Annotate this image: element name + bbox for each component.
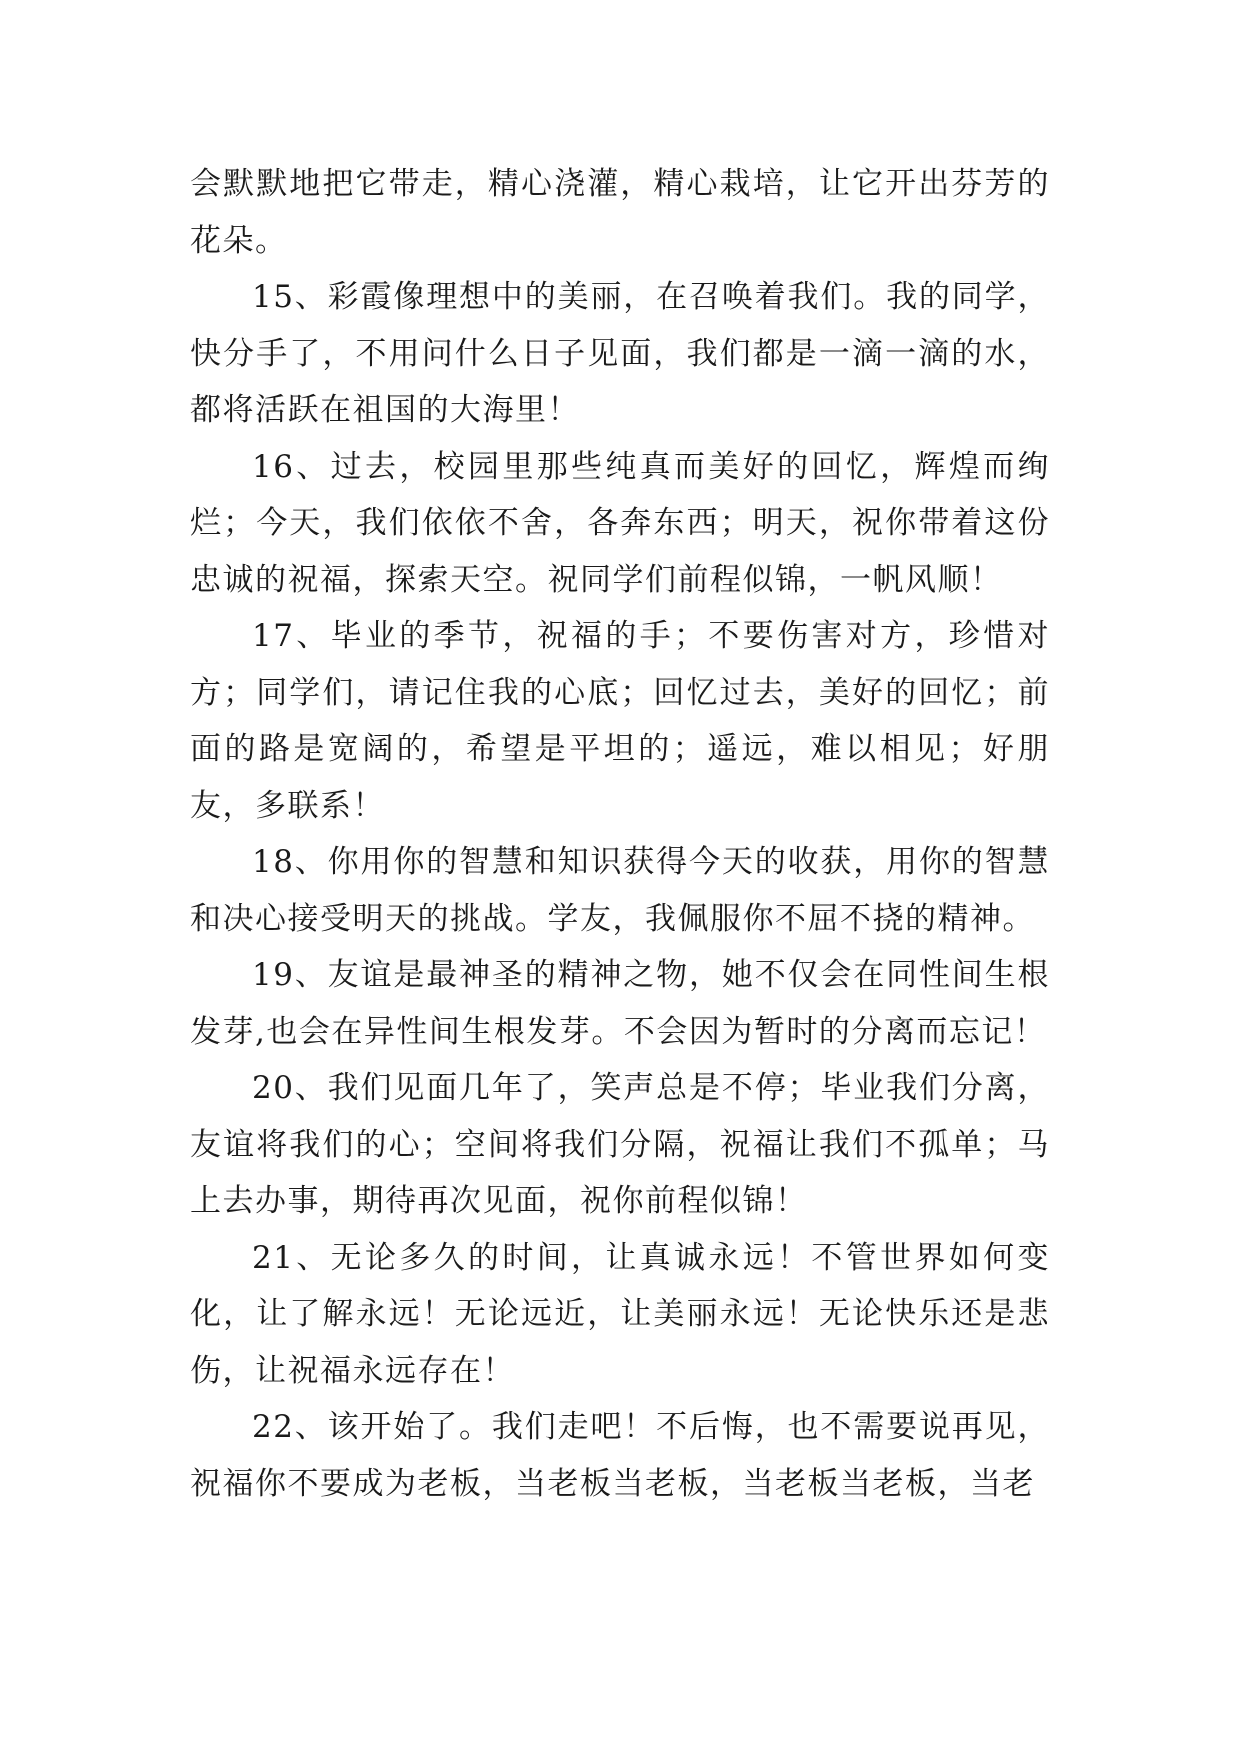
document-body bbox=[190, 156, 1050, 1512]
paragraph-20: 20、我们见面几年了，笑声总是不停；毕业我们分离，友谊将我们的心；空间将我们分隔，祝福让我们不孤单；马上去办事，期待再次见面，祝你前程似锦！ bbox=[190, 1070, 1050, 1219]
paragraph-19: 19、友谊是最神圣的精神之物，她不仅会在同性间生根发芽,也会在异性间生根发芽。不会因为暂时的分离而忘记！ bbox=[190, 957, 1050, 1050]
paragraph-21: 21、无论多久的时间，让真诚永远！不管世界如何变化，让了解永远！无论远近，让美丽永远！无论快乐还是悲伤，让祝福永远存在！ bbox=[190, 1239, 1050, 1389]
paragraph-continuation: 会默默地把它带走，精心浇灌，精心栽培，让它开出芬芳的花朵。 bbox=[190, 166, 1050, 259]
paragraph-16: 16、过去，校园里那些纯真而美好的回忆，辉煌而绚烂；今天，我们依依不舍，各奔东西；明天，祝你带着这份忠诚的祝福，探索天空。祝同学们前程似锦，一帆风顺！ bbox=[190, 448, 1050, 598]
paragraph-17: 17、毕业的季节，祝福的手；不要伤害对方，珍惜对方；同学们，请记住我的心底；回忆过去，美好的回忆；前面的路是宽阔的，希望是平坦的；遥远，难以相见；好朋友，多联系！ bbox=[190, 618, 1050, 824]
paragraph-15: 15、彩霞像理想中的美丽，在召唤着我们。我的同学，快分手了，不用问什么日子见面，我们都是一滴一滴的水，都将活跃在祖国的大海里！ bbox=[190, 279, 1050, 428]
paragraph-22: 22、该开始了。我们走吧！不后悔，也不需要说再见，祝福你不要成为老板，当老板当老板，当老板当老板，当老 bbox=[190, 1409, 1050, 1502]
paragraph-18: 18、你用你的智慧和知识获得今天的收获，用你的智慧和决心接受明天的挑战。学友，我佩服你不屈不挠的精神。 bbox=[190, 844, 1050, 937]
